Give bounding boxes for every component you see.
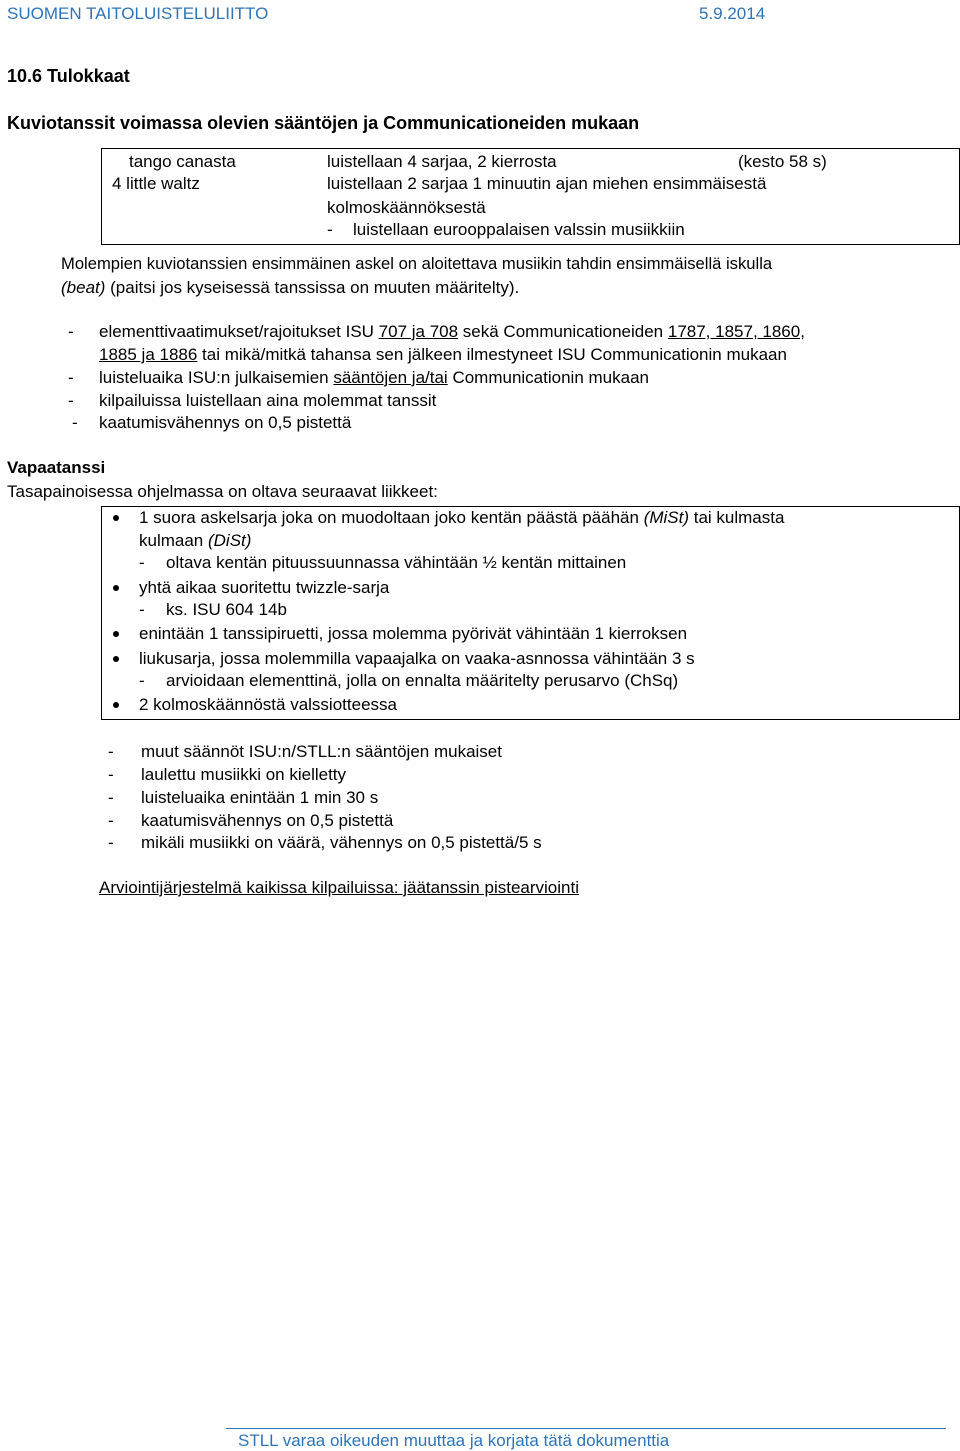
rule1-dash: - xyxy=(68,322,74,341)
free-dance-intro: Tasapainoisessa ohjelmassa on oltava seuraavat liikkeet: xyxy=(7,482,438,501)
section-heading: 10.6 Tulokkaat xyxy=(7,66,130,86)
rule9-dash: - xyxy=(108,833,114,852)
org-name: SUOMEN TAITOLUISTELULIITTO xyxy=(7,4,269,23)
element-1-text-a: 1 suora askelsarja joka on muodoltaan joko kentän päästä päähän xyxy=(139,508,644,527)
rule2-ref: sääntöjen ja/tai xyxy=(333,368,448,387)
rule6-dash: - xyxy=(108,765,114,784)
free-dance-heading: Vapaatanssi xyxy=(7,458,106,477)
rule1-text-a: elementtivaatimukset/rajoitukset ISU xyxy=(99,322,379,341)
rule1-text-c: tai mikä/mitkä tahansa sen jälkeen ilmestyneet ISU Communicationin mukaan xyxy=(197,345,787,364)
footer-text: STLL varaa oikeuden muuttaa ja korjata tätä dokumenttia xyxy=(238,1431,670,1450)
pattern-note-rest: (paitsi jos kyseisessä tanssissa on muuten määritelty). xyxy=(105,278,520,297)
element-1-text-c: kulmaan xyxy=(139,531,208,550)
rule2-dash: - xyxy=(68,368,74,387)
bullet-5 xyxy=(113,702,119,708)
pattern-desc-3: kolmoskäännöksestä xyxy=(327,198,486,217)
rule9-text: mikäli musiikki on väärä, vähennys on 0,5 pistettä/5 s xyxy=(141,833,542,852)
rule1-ref-2: 1787, 1857, 1860, xyxy=(667,322,805,341)
element-1-line2 xyxy=(139,531,251,551)
element-3: enintään 1 tanssipiruetti, jossa molemma pyörivät vähintään 1 kierroksen xyxy=(139,624,688,643)
pattern-name-1: tango canasta xyxy=(129,152,236,171)
pattern-note-line2 xyxy=(61,278,519,298)
rule4-dash: - xyxy=(72,413,78,432)
rule3-text: kilpailuissa luistellaan aina molemmat tanssit xyxy=(99,391,437,410)
rule5-text: muut säännöt ISU:n/STLL:n sääntöjen mukaiset xyxy=(141,742,502,761)
bullet-3 xyxy=(113,631,119,637)
bullet-2 xyxy=(113,585,119,591)
rule5-dash: - xyxy=(108,742,114,761)
pattern-desc-4: luistellaan eurooppalaisen valssin musiikkiin xyxy=(353,220,685,239)
element-1-sub-dash: - xyxy=(139,553,145,572)
rule2-text-b: Communicationin mukaan xyxy=(447,368,649,387)
rule1-text-b: sekä Communicationeiden xyxy=(458,322,668,341)
pattern-desc-1: luistellaan 4 sarjaa, 2 kierrosta xyxy=(327,152,557,171)
rule1-line1 xyxy=(99,322,805,342)
pattern-desc-2: luistellaan 2 sarjaa 1 minuutin ajan miehen ensimmäisestä xyxy=(327,174,767,193)
bullet-4 xyxy=(113,656,119,662)
element-2: yhtä aikaa suoritettu twizzle-sarja xyxy=(139,578,390,597)
element-1-dist: (DiSt) xyxy=(207,531,252,550)
scoring-system: Arviointijärjestelmä kaikissa kilpailuissa: jäätanssin pistearviointi xyxy=(99,878,579,897)
element-4-sub-dash: - xyxy=(139,671,145,690)
rule8-text: kaatumisvähennys on 0,5 pistettä xyxy=(141,811,394,830)
rule6-text: laulettu musiikki on kielletty xyxy=(141,765,347,784)
element-2-sub-dash: - xyxy=(139,600,145,619)
rule1-ref-3: 1885 ja 1886 xyxy=(99,345,198,364)
element-2-sub: ks. ISU 604 14b xyxy=(166,600,287,619)
rule1-ref-1: 707 ja 708 xyxy=(378,322,459,341)
pattern-note-line1: Molempien kuviotanssien ensimmäinen askel on aloitettava musiikin tahdin ensimmäisellä iskulla xyxy=(61,254,773,273)
rule2-text xyxy=(99,368,649,388)
rule7-dash: - xyxy=(108,788,114,807)
element-5: 2 kolmoskäännöstä valssiotteessa xyxy=(139,695,397,714)
rule3-dash: - xyxy=(68,391,74,410)
bullet-1 xyxy=(113,515,119,521)
beat-term: (beat) xyxy=(61,278,106,297)
rule1-line2 xyxy=(99,345,787,365)
element-1-text-b: tai kulmasta xyxy=(689,508,785,527)
element-1-sub: oltava kentän pituussuunnassa vähintään ½ kentän mittainen xyxy=(166,553,627,572)
footer-rule xyxy=(226,1428,946,1429)
element-4-sub: arvioidaan elementtinä, jolla on ennalta määritelty perusarvo (ChSq) xyxy=(166,671,679,690)
pattern-dash-4: - xyxy=(327,220,333,239)
rule4-text: kaatumisvähennys on 0,5 pistettä xyxy=(99,413,352,432)
element-1-mist: (MiSt) xyxy=(643,508,690,527)
element-1-line1 xyxy=(139,508,784,528)
rule8-dash: - xyxy=(108,811,114,830)
element-4: liukusarja, jossa molemmilla vapaajalka on vaaka-asnnossa vähintään 3 s xyxy=(139,649,695,668)
pattern-name-2: 4 little waltz xyxy=(112,174,200,193)
pattern-duration-1: (kesto 58 s) xyxy=(738,152,827,171)
section-subheading: Kuviotanssit voimassa olevien sääntöjen ja Communicationeiden mukaan xyxy=(7,113,640,133)
rule7-text: luisteluaika enintään 1 min 30 s xyxy=(141,788,379,807)
document-date: 5.9.2014 xyxy=(699,4,766,23)
rule2-text-a: luisteluaika ISU:n julkaisemien xyxy=(99,368,334,387)
